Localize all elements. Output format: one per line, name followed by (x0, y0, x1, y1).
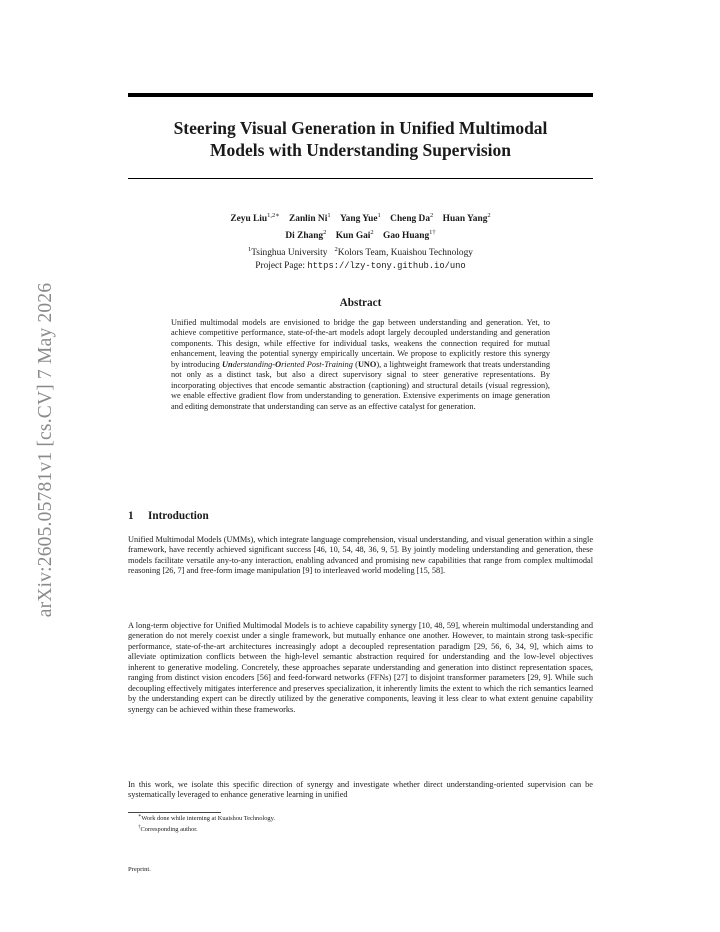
author-sup: 2 (430, 212, 434, 219)
title-line-1: Steering Visual Generation in Unified Multimodal (173, 118, 548, 138)
affiliation-1: Tsinghua University (251, 248, 328, 259)
project-page-label: Project Page: (255, 261, 305, 272)
author-row-2 (128, 226, 593, 243)
author-name: Di Zhang (285, 231, 324, 242)
project-page-link[interactable]: https://lzy-tony.github.io/uno (307, 261, 466, 272)
section-number: 1 (128, 510, 134, 522)
footnote-2 (128, 824, 593, 835)
author-block (128, 209, 593, 273)
footnote-mark: ∗ (138, 814, 142, 819)
footnotes (128, 813, 593, 834)
paper-title (128, 117, 593, 161)
abstract-paren: ( (352, 359, 358, 369)
project-page (128, 260, 593, 273)
footnote-1 (128, 813, 593, 824)
preprint-footer: Preprint. (128, 866, 151, 873)
author-sup: 1† (429, 229, 436, 237)
author-sup: 1 (377, 212, 381, 219)
author-row-1 (128, 209, 593, 226)
author-name: Gao Huang (383, 231, 430, 242)
author-name: Zanlin Ni (289, 214, 328, 225)
intro-paragraph-1: Unified Multimodal Models (UMMs), which integrate language comprehension, visual understanding, and visual generation within a single framework, have recently achieved significant success [46, 10, 54, 48, 36, 9, 5]. By jointly modeling understanding and generation, these models facilitate versatile any-to-any interaction, enabling advanced and promising new capabilities that range from complex multimodal reasoning [26, 7] and free-form image manipulation [9] to interleaved world modeling [15, 58]. (128, 535, 593, 576)
acronym-uno: UNO (357, 359, 377, 369)
abstract-part-2: ), a lightweight framework that treats understanding not only as a distinct task, but also a direct supervisory signal to steer generative representations. By incorporating objectives that encode semantic abstraction (captioning) and structural details (visual regression), we enable effective gradient flow from understanding to generation. Extensive experiments on image generation and editing demonstrate that understanding can serve as an effective catalyst for generation. (171, 359, 550, 411)
acronym-o: O (275, 359, 282, 369)
author-name: Yang Yue (339, 214, 378, 225)
acronym-mid-2: riented Post-Training (281, 359, 353, 369)
abstract-part-1: Unified multimodal models are envisioned to bridge the gap between understanding and generation. Yet, to achieve competitive performance, state-of-the-art models adopt largely decoupled understanding and generation components. This design, while effective for individual tasks, weakens the connection required for mutual enhancement, leaving the potential synergy empirically uncertain. We propose to explicitly restore this synergy by introducing (171, 318, 550, 369)
author-name: Zeyu Liu (230, 214, 268, 225)
author-sup: 2 (370, 229, 374, 237)
author-name: Kun Gai (335, 231, 371, 242)
author-sup: 1,2∗ (267, 212, 280, 219)
author-name: Huan Yang (442, 214, 488, 225)
author-sup: 2 (487, 212, 491, 219)
arxiv-stamp: arXiv:2605.05781v1 [cs.CV] 7 May 2026 (35, 282, 56, 618)
affil-sup: 2 (334, 246, 338, 254)
acronym-mid-1: derstanding- (232, 359, 276, 369)
affiliations (128, 243, 593, 260)
intro-paragraph-3: In this work, we isolate this specific direction of synergy and investigate whether direct understanding-oriented supervision can be systematically leveraged to enhance generative learning in unified (128, 780, 593, 800)
title-top-rule (128, 93, 593, 97)
footnote-text: Work done while interning at Kuaishou Technology. (141, 815, 275, 823)
abstract-heading: Abstract (339, 297, 382, 309)
author-sup: 2 (323, 229, 327, 237)
affil-sup: 1 (247, 246, 252, 254)
abstract-text (171, 318, 550, 412)
title-bottom-rule (128, 178, 593, 179)
author-sup: 1 (327, 212, 331, 219)
intro-paragraph-2: A long-term objective for Unified Multimodal Models is to achieve capability synergy [10, 48, 59], wherein multimodal understanding and generation do not merely coexist under a single framework, but mutually enhance one another. However, to maintain strong task-specific performance, state-of-the-art architectures increasingly adopt a decoupled representation paradigm [29, 56, 6, 34, 9], which aims to alleviate optimization conflicts between the high-level semantic abstraction required for understanding and the low-level objectives inherent to generative modeling. Concretely, these approaches separate understanding and generation into distinct representation spaces, ranging from distinct vision encoders [56] and feed-forward networks (FFNs) [27] to disjoint transformer parameters [29, 9]. While such decoupling effectively mitigates interference and preserves specialization, it inherently limits the extent to which the rich semantics learned by the understanding expert can be directly utilized by the generative components, leaving it less clear to what extent genuine capability synergy can be achieved within these frameworks. (128, 621, 593, 714)
title-line-2: Models with Understanding Supervision (210, 140, 511, 160)
affiliation-2: Kolors Team, Kuaishou Technology (337, 248, 473, 259)
acronym-un: Un (222, 359, 233, 369)
section-heading-introduction (128, 510, 209, 522)
author-name: Cheng Da (390, 214, 431, 225)
footnote-text: Corresponding author. (140, 825, 198, 833)
footnote-mark: † (138, 824, 141, 830)
section-title: Introduction (148, 510, 209, 522)
